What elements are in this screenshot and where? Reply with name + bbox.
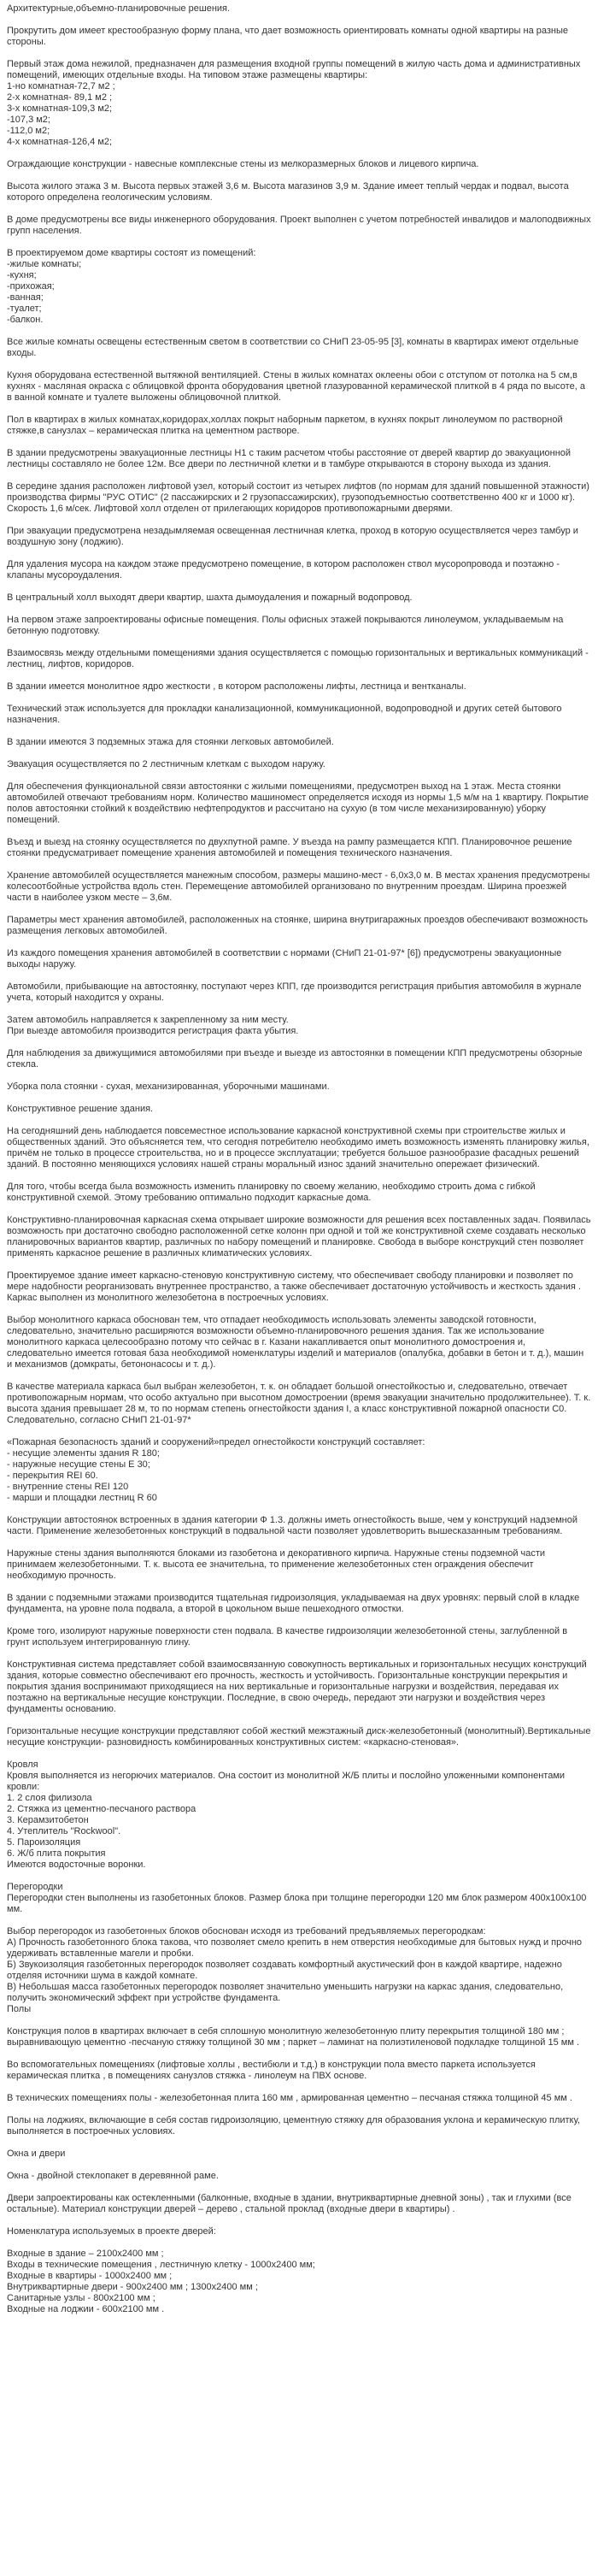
paragraph: В центральный холл выходят двери квартир, шахта дымоудаления и пожарный водопровод. <box>7 592 413 603</box>
paragraph: Для удаления мусора на каждом этаже предусмотрено помещение, в котором расположен ствол мусоропровода и поэтажно - клапаны мусороудаления. <box>7 559 560 581</box>
paragraph: Кухня оборудована естественной вытяжной вентиляцией. Стены в жилых комнатах оклеены обои с отступом от потолка на 5 см,в кухнях - масляная окраска с облицовкой фронта оборудования цветной глазурованной керамической плиткой в 4 ряда по высоте, а в ванной комнате и туалете выложены облицовочной плиткой. <box>7 370 585 403</box>
paragraph: Для наблюдения за движущимися автомобилями при въезде и выезде из автостоянки в помещении КПП предусмотрены обзорные стекла. <box>7 1048 583 1070</box>
paragraph: Архитектурные,объемно-планировочные решения. <box>7 3 231 14</box>
paragraph: Для того, чтобы всегда была возможность изменить планировку по своему желанию, необходимо строить дома с гибкой конструктивной схемой. Этому требованию оптимально подходит каркасные дома. <box>7 1182 536 1203</box>
paragraph: Хранение автомобилей осуществляется манежным способом, размеры машино-мест - 6,0х3,0 м. В местах хранения предусмотрены колесоотбойные устройства вдоль стен. Перемещение автомобилей организовано по внутренним проездам. Ширина проезжей части в наиболее узком месте – 3,6м. <box>7 870 590 903</box>
paragraph: Въезд и выезд на стоянку осуществляется по двухпутной рампе. У въезда на рампу размещается КПП. Планировочное решение стоянки предусматривает помещение хранения автомобилей и помещения технического назначения. <box>7 837 572 858</box>
paragraph: Конструктивная система представляет собой взаимосвязанную совокупность вертикальных и горизонтальных несущих конструкций здания, которые совместно обеспечивают его прочность, жесткость и устойчивость. Горизонтальные конструкции перекрытия и покрытия здания воспринимают приходящиеся на них вертикальные и горизонтальные нагрузки и воздействия, передавая их поэтажно на вертикальные несущие конструкции. Последние, в свою очередь, передают эти нагрузки и воздействия через фундаменты основанию. <box>7 1659 587 1714</box>
paragraph: Все жилые комнаты освещены естественным светом в соответствии со СНиП 23-05-95 [3], комнаты в квартирах имеют отдельные входы. <box>7 337 579 358</box>
paragraph: Первый этаж дома нежилой, предназначен для размещения входной группы помещений в жилую часть дома и административных помещений, имеющих отдельные входы. На типовом этаже размещены квартиры: 1-но комнатная-72,7 м2 ; 2-х комнатная- 89,1 м2 ; 3-х комнатная-109,3 м2; -107,3 м2; -112,0 м2; 4-х комнатная-126,4 м2; <box>7 59 581 147</box>
paragraph: Кровля Кровля выполняется из негорючих материалов. Она состоит из монолитной Ж/Б плиты и послойно уложенными компонентами кровли: 1. 2 слоя филизола 2. Стяжка из цементно-песчаного раствора 3. Керамзитобетон 4. Утеплитель "Rockwool". 5. Пароизоляция 6. Ж/б плита покрытия Имеются водосточные воронки. <box>7 1760 566 1870</box>
paragraph: Технический этаж используется для прокладки канализационной, коммуникационной, водопроводной и других сетей бытового назначения. <box>7 704 562 725</box>
paragraph: Окна и двери <box>7 2149 66 2159</box>
paragraph: Горизонтальные несущие конструкции представляют собой жесткий межэтажный диск-железобетонный (монолитный).Вертикальные несущие конструкции- разновидность комбинированных конструктивных систем: «каркасно-стеновая». <box>7 1726 591 1748</box>
paragraph: Высота жилого этажа 3 м. Высота первых этажей 3,6 м. Высота магазинов 3,9 м. Здание имеет теплый чердак и подвал, высота которого определена геологическим условиям. <box>7 181 569 203</box>
paragraph: Окна - двойной стеклопакет в деревянной раме. <box>7 2171 219 2181</box>
paragraph: Входные в здание – 2100х2400 мм ; Входы в технические помещения , лестничную клетку - 1000х2400 мм; Входные в квартиры - 1000х2400 мм ; Внутриквартирные двери - 900х2400 мм ; 1300х2400 мм ; Санитарные узлы - 800х2100 мм ; Входные на лоджии - 600х2100 мм . <box>7 2249 315 2314</box>
paragraph: Двери запроектированы как остекленными (балконные, входные в здании, внутриквартирные дневной зоны) , так и глухими (все остальные). Материал конструкции дверей – дерево , стальной проклад (входные двери в квартиры) . <box>7 2193 572 2214</box>
paragraph: Перегородки Перегородки стен выполнены из газобетонных блоков. Размер блока при толщине перегородки 120 мм блок размером 400х100х100 мм. <box>7 1882 587 1914</box>
paragraph: Затем автомобиль направляется к закрепленному за ним месту. При выезде автомобиля производится регистрация факта убытия. <box>7 1015 299 1036</box>
paragraph: Выбор перегородок из газобетонных блоков обоснован исходя из требований предъявляемых перегородкам: А) Прочность газобетонного блока такова, что позволяет смело крепить в нем отверстия необходимые для бытовых нужд и прочно удерживать вставленные магели и пробки. Б) Звукоизоляция газобетонных перегородок позволяет создавать комфортный акустический фон в каждой квартире, надежно отделяя источники шума в каждой комнате. В) Небольшая масса газобетонных перегородок позволяет значительно уменьшить нагрузки на каркас здания, следовательно, получить экономический эффект при устройстве фундамента. Полы <box>7 1926 583 2014</box>
paragraph: При эвакуации предусмотрена незадымляемая освещенная лестничная клетка, проход в которую осуществляется через тамбур и воздушную зону (лоджию). <box>7 526 578 547</box>
paragraph: Номенклатура используемых в проекте дверей: <box>7 2226 216 2237</box>
paragraph: Конструктивно-планировочная каркасная схема открывает широкие возможности для решения всех поставленных задач. Появилась возможность при достаточно свободно расположенной сетке колонн при одной и той же конструктивной схеме создавать несколько планировочных вариантов квартир, различных по набору помещений и планировке. Свобода в выборе конструкций стен позволяет применять каркасное решение в различных климатических условиях. <box>7 1215 591 1259</box>
paragraph: В проектируемом доме квартиры состоят из помещений: -жилые комнаты; -кухня; -прихожая; -ванная; -туалет; -балкон. <box>7 248 256 325</box>
paragraph: В середине здания расположен лифтовой узел, который состоит из четырех лифтов (по нормам для зданий повышенной этажности) производства фирмы "РУС ОТИС" (2 пассажирских и 2 грузопассажирских), грузоподъемностью соответственно 400 кг и 1000 кг). Скорость 1,6 м/сек. Лифтовой холл отделен от прилегающих коридоров противопожарными дверями. <box>7 481 589 514</box>
paragraph: «Пожарная безопасность зданий и сооружений»предел огнестойкости конструкций составляет: - несущие элементы здания R 180; - наружные несущие стены E 30; - перекрытия REI 60. - внутренние стены REI 120 - марши и площадки лестниц R 60 <box>7 1437 425 1503</box>
paragraph: Взаимосвязь между отдельными помещениями здания осуществляется с помощью горизонтальных и вертикальных коммуникаций - лестниц, лифтов, коридоров. <box>7 648 589 669</box>
paragraph: Наружные стены здания выполняются блоками из газобетона и декоративного кирпича. Наружные стены подземной части принимаем железобетонными. Т. к. высота ее значительна, то применение железобетонных стен ограждения обеспечит необходимую прочность. <box>7 1548 546 1581</box>
paragraph: Автомобили, прибывающие на автостоянку, поступают через КПП, где производится регистрация прибытия автомобиля в журнале учета, который находится у охраны. <box>7 981 582 1003</box>
paragraph: Во вспомогательных помещениях (лифтовые холлы , вестибюли и т.д.) в конструкции пола вместо паркета используется керамическая плитка , в помещениях санузлов стяжка - линолеум на ПВХ основе. <box>7 2060 536 2081</box>
paragraph: Проектируемое здание имеет каркасно-стеновую конструктивную систему, что обеспечивает свободу планировки и позволяет по мере надобности реорганизовать внутреннее пространство, а также обеспечивает достаточную устойчивость и жесткость здания . Каркас выполнен из монолитного железобетона в построечных условиях. <box>7 1270 581 1303</box>
paragraph: В качестве материала каркаса был выбран железобетон, т. к. он обладает большой огнестойкостью и, следовательно, отвечает противопожарным нормам, что особо актуально при высотном домостроении (время эвакуации значительно продолжительнее). Т. к. высота здания превышает 28 м, то по нормам степень огнестойкости здания I, а класс конструктивной пожарной опасности С0. Следовательно, согласно СНиП 21-01-97* <box>7 1382 591 1425</box>
paragraph: Полы на лоджиях, включающие в себя состав гидроизоляцию, цементную стяжку для образования уклона и керамическую плитку, выполняется в построечных условиях. <box>7 2115 580 2137</box>
paragraph: Пол в квартирах в жилых комнатах,коридорах,холлах покрыт наборным паркетом, в кухнях покрыт линолеумом по растворной стяжке,в санузлах – керамическая плитка на цементном растворе. <box>7 415 563 436</box>
paragraph: Кроме того, изолируют наружные поверхности стен подвала. В качестве гидроизоляции железобетонной стены, заглубленной в грунт используем интегрированную глину. <box>7 1626 568 1648</box>
paragraph: В здании с подземными этажами производится тщательная гидроизоляция, укладываемая на двух уровнях: первый слой в кладке фундамента, на уровне пола подвала, а второй в цокольном выше пешеходного отмостки. <box>7 1593 580 1614</box>
paragraph: Конструкция полов в квартирах включает в себя сплошную монолитную железобетонную плиту перекрытия толщиной 180 мм ; выравнивающую цементно -песчаную стяжку толщиной 30 мм ; паркет – ламинат на полиэтиленовой подкладке толщиной 15 мм . <box>7 2026 580 2048</box>
paragraph: На первом этаже запроектированы офисные помещения. Полы офисных этажей покрываются линолеумом, укладываемым на бетонную подготовку. <box>7 615 564 636</box>
paragraph: Выбор монолитного каркаса обоснован тем, что отпадает необходимость использовать элементы заводской готовности, следовательно, значительно расширяются возможности объемно-планировочного решения здания. Так же использование монолитного каркаса целесообразно потому что сейчас в г. Казани накапливается опыт монолитного домостроения и, следовательно имеется готовая база необходимой номенклатуры изделий и материалов (опалубка, добавки в бетон и т. д.), машин и механизмов (домкраты, бетононасосы и т. д.). <box>7 1315 584 1370</box>
paragraph: В технических помещениях полы - железобетонная плита 160 мм , армированная цементно – песчаная стяжка толщиной 45 мм . <box>7 2093 572 2103</box>
paragraph: В здании имеются 3 подземных этажа для стоянки легковых автомобилей. <box>7 737 334 747</box>
paragraph: Уборка пола стоянки - сухая, механизированная, уборочными машинами. <box>7 1082 330 1092</box>
paragraph: Конструкции автостоянок встроенных в здания категории Ф 1.3. должны иметь огнестойкость выше, чем у конструкций надземной части. Применение железобетонных конструкций в подвальной части позволяет удовлетворить вышесказанным требованиям. <box>7 1515 577 1536</box>
paragraph: Эвакуация осуществляется по 2 лестничным клеткам с выходом наружу. <box>7 759 325 769</box>
paragraph: В доме предусмотрены все виды инженерного оборудования. Проект выполнен с учетом потребностей инвалидов и малоподвижных групп населения. <box>7 215 591 236</box>
paragraph: Ограждающие конструкции - навесные комплексные стены из мелкоразмерных блоков и лицевого кирпича. <box>7 159 479 169</box>
paragraph: Для обеспечения функциональной связи автостоянки с жилыми помещениями, предусмотрен выход на 1 этаж. Места стоянки автомобилей отвечают требованиям норм. Количество машиномест определяется исходя из нормы 1,5 м/м на 1 квартиру. Покрытие полов автостоянки стойкий к воздействию нефтепродуктов и рассчитано на сухую (в том числе механизированную) уборку помещений. <box>7 781 589 825</box>
paragraph: В здании предусмотрены эвакуационные лестницы Н1 с таким расчетом чтобы расстояние от дверей квартир до эвакуационной лестницы составляло не более 12м. Все двери по лестничной клетки и в тамбуре открываются в сторону выхода из здания. <box>7 448 572 469</box>
paragraph: Конструктивное решение здания. <box>7 1104 154 1114</box>
paragraph: На сегодняшний день наблюдается повсеместное использование каркасной конструктивной схемы при строительстве жилых и общественных зданий. Это объясняется тем, что сегодня потребителю необходимо иметь возможность изменять планировку жилья, причём не только в процессе строительства, но и в процессе эксплуатации; требуется большое разнообразие фасадных решений зданий. В постоянно меняющихся условиях нашей страны моральный износ зданий значительно опережает физический. <box>7 1126 589 1170</box>
paragraph: В здании имеется монолитное ядро жесткости , в котором расположены лифты, лестница и вентканалы. <box>7 681 466 692</box>
paragraph: Прокрутить дом имеет крестообразную форму плана, что дает возможность ориентировать комнаты одной квартиры на разные стороны. <box>7 26 568 47</box>
paragraph: Из каждого помещения хранения автомобилей в соответствии с нормами (СНиП 21-01-97* [6]) предусмотрены эвакуационные выходы наружу. <box>7 948 562 970</box>
paragraph: Параметры мест хранения автомобилей, расположенных на стоянке, ширина внутригаражных проездов обеспечивают возможность размещения легковых автомобилей. <box>7 915 589 936</box>
